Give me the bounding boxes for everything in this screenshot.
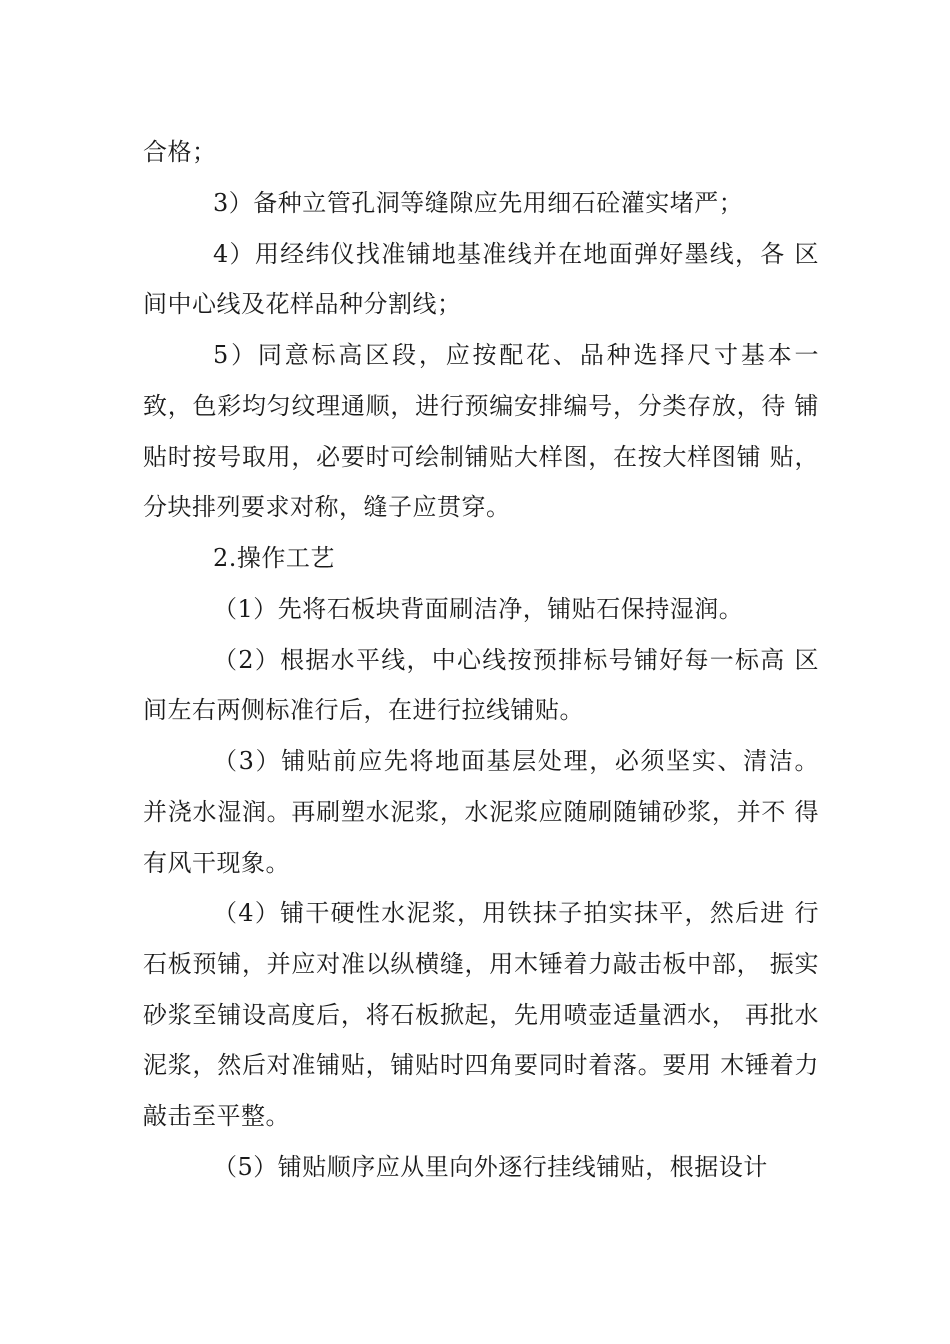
text-line-12: 间左右两侧标准行后，在进行拉线铺贴。 bbox=[143, 696, 584, 724]
text-line-6: 致，色彩均匀纹理通顺，进行预编安排编号，分类存放，待 铺 bbox=[143, 392, 819, 420]
text-line-20: 敲击至平整。 bbox=[143, 1102, 290, 1130]
text-line-2: 3）备种立管孔洞等缝隙应先用细石砼灌实堵严； bbox=[213, 189, 744, 217]
text-line-18: 砂浆至铺设高度后，将石板掀起，先用喷壶适量洒水， 再批水 bbox=[143, 1001, 819, 1029]
section-heading: 2.操作工艺 bbox=[213, 544, 335, 572]
text-line-19: 泥浆，然后对准铺贴，铺贴时四角要同时着落。要用 木锤着力 bbox=[143, 1051, 819, 1079]
text-line-10: （1）先将石板块背面刷洁净，铺贴石保持湿润。 bbox=[213, 595, 744, 623]
text-line-4: 间中心线及花样品种分割线； bbox=[143, 290, 462, 318]
text-line-3: 4）用经纬仪找准铺地基准线并在地面弹好墨线，各 区 bbox=[213, 240, 819, 268]
text-line-21: （5）铺贴顺序应从里向外逐行挂线铺贴，根据设计 bbox=[213, 1153, 768, 1181]
text-line-11: （2）根据水平线，中心线按预排标号铺好每一标高 区 bbox=[213, 646, 819, 674]
text-line-14: 并浇水湿润。再刷塑水泥浆，水泥浆应随刷随铺砂浆，并不 得 bbox=[143, 798, 819, 826]
text-line-17: 石板预铺，并应对准以纵横缝，用木锤着力敲击板中部， 振实 bbox=[143, 950, 819, 978]
text-line-16: （4）铺干硬性水泥浆，用铁抹子拍实抹平，然后进 行 bbox=[213, 899, 819, 927]
text-line-1: 合格； bbox=[143, 138, 217, 166]
text-line-8: 分块排列要求对称，缝子应贯穿。 bbox=[143, 493, 511, 521]
text-line-13: （3）铺贴前应先将地面基层处理，必须坚实、清洁。 bbox=[213, 747, 819, 775]
text-line-7: 贴时按号取用，必要时可绘制铺贴大样图，在按大样图铺 贴， bbox=[143, 443, 819, 471]
text-line-15: 有风干现象。 bbox=[143, 849, 290, 877]
text-line-5: 5）同意标高区段，应按配花、品种选择尺寸基本一 bbox=[213, 341, 819, 369]
